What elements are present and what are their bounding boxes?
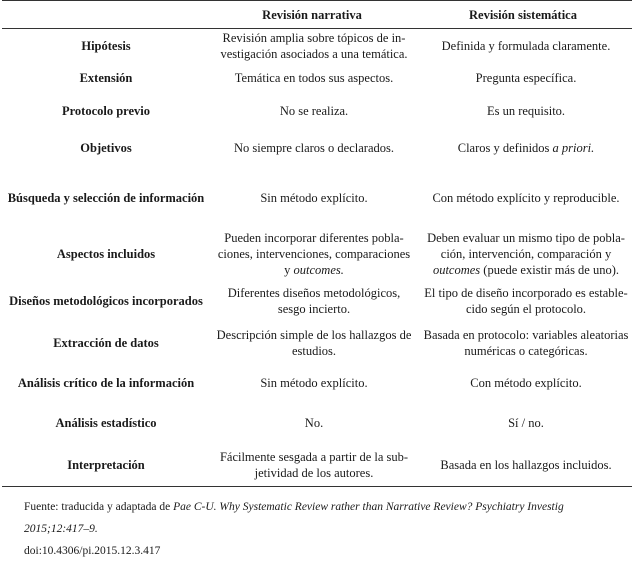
systematic-cell: Claros y definidos a priori.	[457, 141, 595, 155]
table-row	[2, 284, 632, 318]
narrative-cell: Pueden incorporar diferentes pobla- ciones, intervenciones, comparaciones y outcomes.	[217, 231, 411, 277]
systematic-cell: Es un requisito.	[486, 104, 566, 118]
systematic-cell: El tipo de diseño incorporado es estable- cido según el protocolo.	[424, 286, 628, 316]
header-narrative: Revisión narrativa	[262, 8, 362, 22]
row-label: Extracción de datos	[53, 336, 159, 350]
header-systematic: Revisión sistemática	[469, 8, 577, 22]
narrative-cell: Descripción simple de los hallazgos de estudios.	[216, 328, 412, 358]
row-label: Aspectos incluidos	[56, 247, 156, 261]
narrative-cell: Sin método explícito.	[260, 376, 368, 390]
systematic-cell: Sí / no.	[508, 416, 544, 430]
row-label: Interpretación	[67, 458, 145, 472]
row-label: Objetivos	[80, 141, 132, 155]
narrative-cell: Temática en todos sus aspectos.	[234, 71, 394, 85]
table-row	[2, 101, 632, 121]
table-row	[2, 68, 632, 88]
table-row	[2, 326, 632, 360]
table-row	[2, 373, 632, 393]
systematic-cell: Deben evaluar un mismo tipo de pobla- ción, intervención, comparación y outcomes (puede existir más de uno).	[427, 231, 625, 277]
row-label: Análisis crítico de la información	[17, 376, 195, 390]
table-row	[2, 30, 632, 62]
systematic-cell: Con método explícito.	[470, 376, 582, 390]
table-top-rule	[2, 0, 632, 1]
narrative-cell: Revisión amplia sobre tópicos de in- vestigación asociados a una temática.	[220, 31, 408, 61]
header-rule	[2, 28, 632, 29]
row-label: Búsqueda y selección de información	[7, 191, 205, 205]
row-label: Diseños metodológicos incorporados	[9, 294, 203, 308]
systematic-cell: Pregunta específica.	[475, 71, 577, 85]
source-citation: Pae C-U. Why Systematic Review rather than Narrative Review? Psychiatry Investig 2015;12:417–9.	[24, 501, 564, 535]
narrative-cell: Sin método explícito.	[260, 191, 368, 205]
row-label: Protocolo previo	[61, 104, 151, 118]
source-note: Fuente: traducida y adaptada de Pae C-U. Why Systematic Review rather than Narrative Review? Psychiatry Investig 2015;12:417–9. doi:10.4306/pi.2015.12.3.417	[24, 496, 628, 562]
table-row	[2, 229, 632, 279]
narrative-cell: No.	[304, 416, 324, 430]
systematic-cell: Basada en los hallazgos incluidos.	[440, 458, 612, 472]
table-row	[2, 138, 632, 158]
narrative-cell: No siempre claros o declarados.	[233, 141, 394, 155]
row-label: Análisis estadístico	[55, 416, 157, 430]
table-row	[2, 413, 632, 433]
narrative-cell: No se realiza.	[279, 104, 349, 118]
table-bottom-rule	[2, 486, 632, 487]
narrative-cell: Fácilmente sesgada a partir de la sub- jetividad de los autores.	[219, 450, 409, 480]
row-label: Extensión	[79, 71, 133, 85]
systematic-cell: Definida y formulada claramente.	[441, 39, 611, 53]
table-row	[2, 188, 632, 208]
systematic-cell: Basada en protocolo: variables aleatorias numéricas o categóricas.	[423, 328, 629, 358]
table-row	[2, 448, 632, 482]
row-label: Hipótesis	[81, 39, 131, 53]
narrative-cell: Diferentes diseños metodológicos, sesgo incierto.	[227, 286, 401, 316]
source-doi: doi:10.4306/pi.2015.12.3.417	[24, 545, 161, 557]
systematic-cell: Con método explícito y reproducible.	[432, 191, 620, 205]
